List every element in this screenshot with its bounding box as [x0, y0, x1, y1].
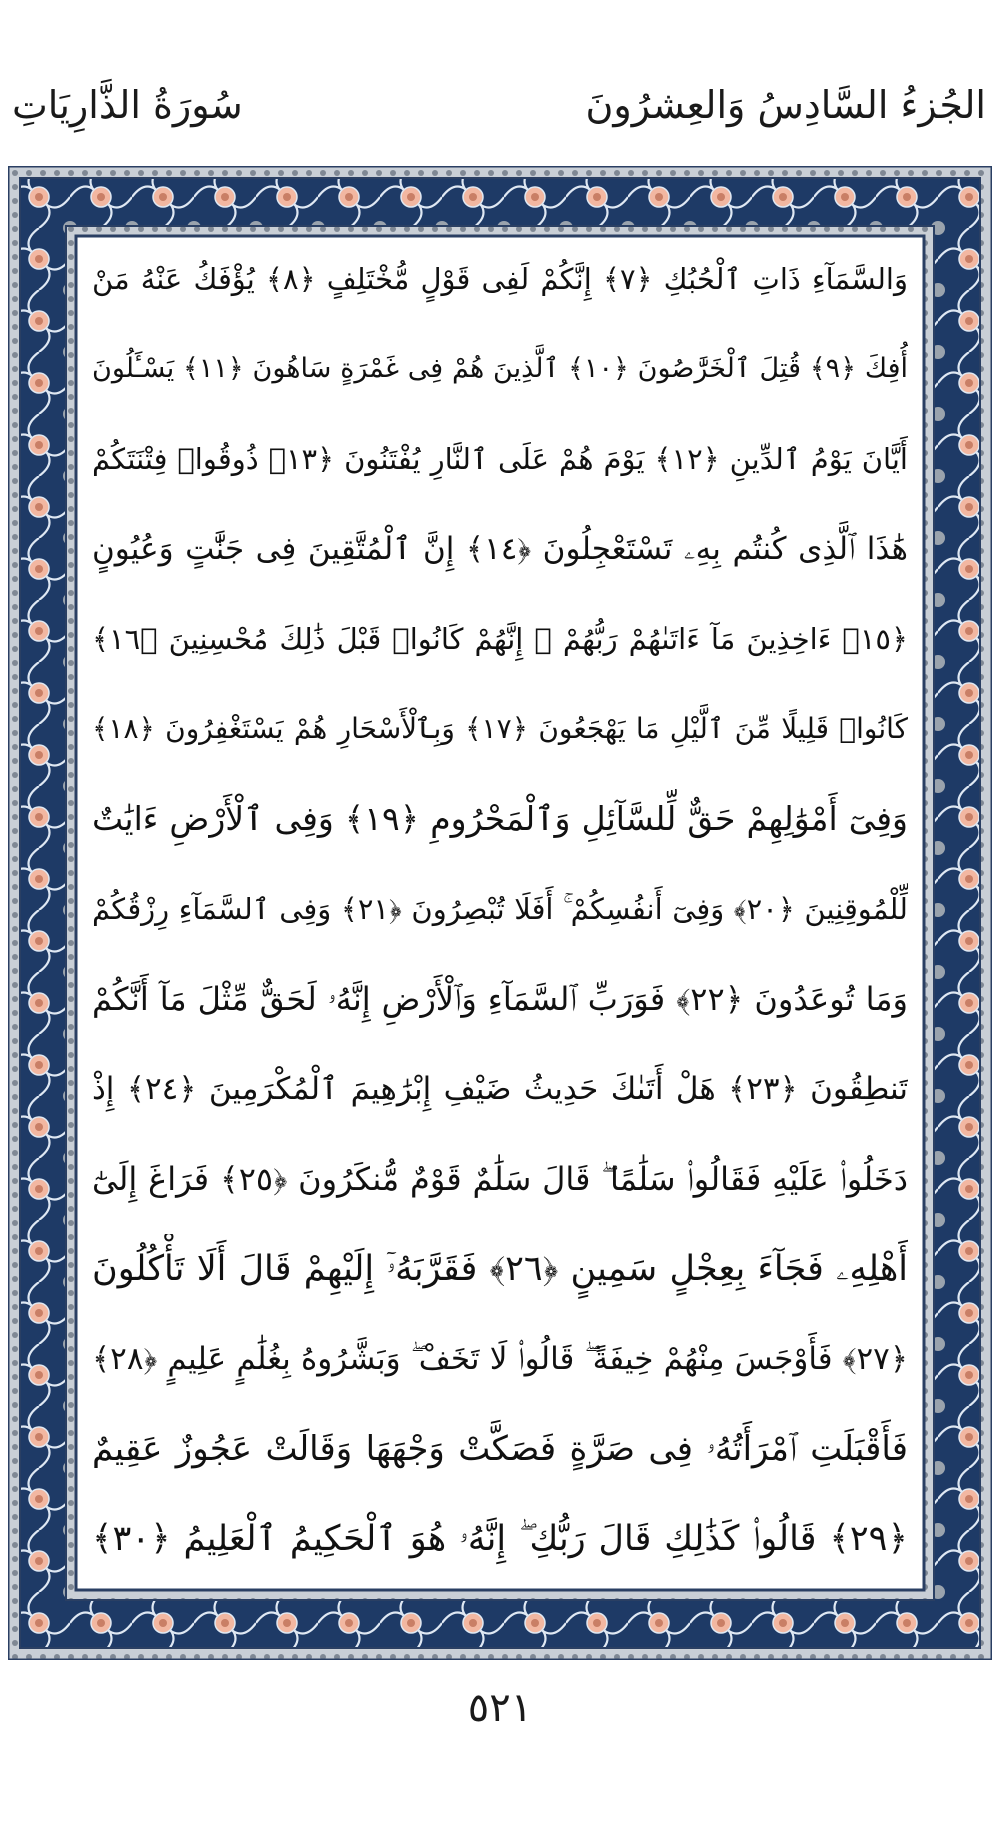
verse-line: كَانُوا۟ قَلِيلًا مِّنَ ٱلَّيْلِ مَا يَهْجَعُونَ ﴿١٧﴾ وَبِٱلْأَسْحَارِ هُمْ يَسْتَغْفِرُونَ ﴿١٨﴾	[92, 712, 908, 745]
verse-line: ﴿٢٩﴾ قَالُوا۟ كَذَٰلِكِ قَالَ رَبُّكِ ۖ إِنَّهُۥ هُوَ ٱلْحَكِيمُ ٱلْعَلِيمُ ﴿٣٠﴾	[92, 1519, 908, 1559]
juz-title: الجُزءُ السَّادِسُ وَالعِشرُونَ	[585, 83, 986, 127]
verse-line: وَالسَّمَآءِ ذَاتِ ٱلْحُبُكِ ﴿٧﴾ إِنَّكُمْ لَفِى قَوْلٍ مُّخْتَلِفٍ ﴿٨﴾ يُؤْفَكُ عَنْهُ مَنْ	[92, 262, 908, 296]
verse-line: أُفِكَ ﴿٩﴾ قُتِلَ ٱلْخَرَّٰصُونَ ﴿١٠﴾ ٱلَّذِينَ هُمْ فِى غَمْرَةٍ سَاهُونَ ﴿١١﴾ يَسْـَٔلُونَ	[92, 353, 908, 384]
verse-line: ﴿١٥﴾ ءَاخِذِينَ مَآ ءَاتَىٰهُمْ رَبُّهُمْ ۚ إِنَّهُمْ كَانُوا۟ قَبْلَ ذَٰلِكَ مُحْسِنِينَ ﴿١٦﴾	[92, 622, 908, 656]
verse-line: ﴿٢٧﴾ فَأَوْجَسَ مِنْهُمْ خِيفَةً ۖ قَالُوا۟ لَا تَخَفْ ۖ وَبَشَّرُوهُ بِغُلَٰمٍ عَلِيمٍ ﴿٢٨﴾	[92, 1341, 908, 1377]
page-number: ٥٢١	[467, 1685, 533, 1731]
page-header	[0, 0, 1000, 160]
verse-text-panel	[78, 238, 922, 1588]
verse-line: تَنطِقُونَ ﴿٢٣﴾ هَلْ أَتَىٰكَ حَدِيثُ ضَيْفِ إِبْرَٰهِيمَ ٱلْمُكْرَمِينَ ﴿٢٤﴾ إِذْ	[92, 1071, 908, 1107]
verse-line: وَمَا تُوعَدُونَ ﴿٢٢﴾ فَوَرَبِّ ٱلسَّمَآءِ وَٱلْأَرْضِ إِنَّهُۥ لَحَقٌّ مِّثْلَ مَآ أَنَّكُمْ	[92, 980, 908, 1018]
verse-line: أَيَّانَ يَوْمُ ٱلدِّينِ ﴿١٢﴾ يَوْمَ هُمْ عَلَى ٱلنَّارِ يُفْتَنُونَ ﴿١٣﴾ ذُوقُوا۟ فِتْنَتَكُمْ	[92, 442, 908, 476]
surah-title: سُورَةُ الذَّارِيَاتِ	[12, 83, 243, 127]
verse-line: فَأَقْبَلَتِ ٱمْرَأَتُهُۥ فِى صَرَّةٍ فَصَكَّتْ وَجْهَهَا وَقَالَتْ عَجُوزٌ عَقِيمٌ	[92, 1429, 908, 1469]
verse-line: أَهْلِهِۦ فَجَآءَ بِعِجْلٍ سَمِينٍ ﴿٢٦﴾ فَقَرَّبَهُۥٓ إِلَيْهِمْ قَالَ أَلَا تَأْكُلُونَ	[92, 1249, 908, 1289]
verse-line: لِّلْمُوقِنِينَ ﴿٢٠﴾ وَفِىٓ أَنفُسِكُمْ ۚ أَفَلَا تُبْصِرُونَ ﴿٢١﴾ وَفِى ٱلسَّمَآءِ رِزْقُكُمْ	[92, 892, 908, 926]
verse-line: هَٰذَا ٱلَّذِى كُنتُم بِهِۦ تَسْتَعْجِلُونَ ﴿١٤﴾ إِنَّ ٱلْمُتَّقِينَ فِى جَنَّٰتٍ وَعُيُونٍ	[92, 531, 908, 567]
verse-line: وَفِىٓ أَمْوَٰلِهِمْ حَقٌّ لِّلسَّآئِلِ وَٱلْمَحْرُومِ ﴿١٩﴾ وَفِى ٱلْأَرْضِ ءَايَٰتٌ	[92, 799, 908, 838]
verse-line: دَخَلُوا۟ عَلَيْهِ فَقَالُوا۟ سَلَٰمًا ۖ قَالَ سَلَٰمٌ قَوْمٌ مُّنكَرُونَ ﴿٢٥﴾ فَرَاغَ إِلَىٰٓ	[92, 1160, 908, 1198]
